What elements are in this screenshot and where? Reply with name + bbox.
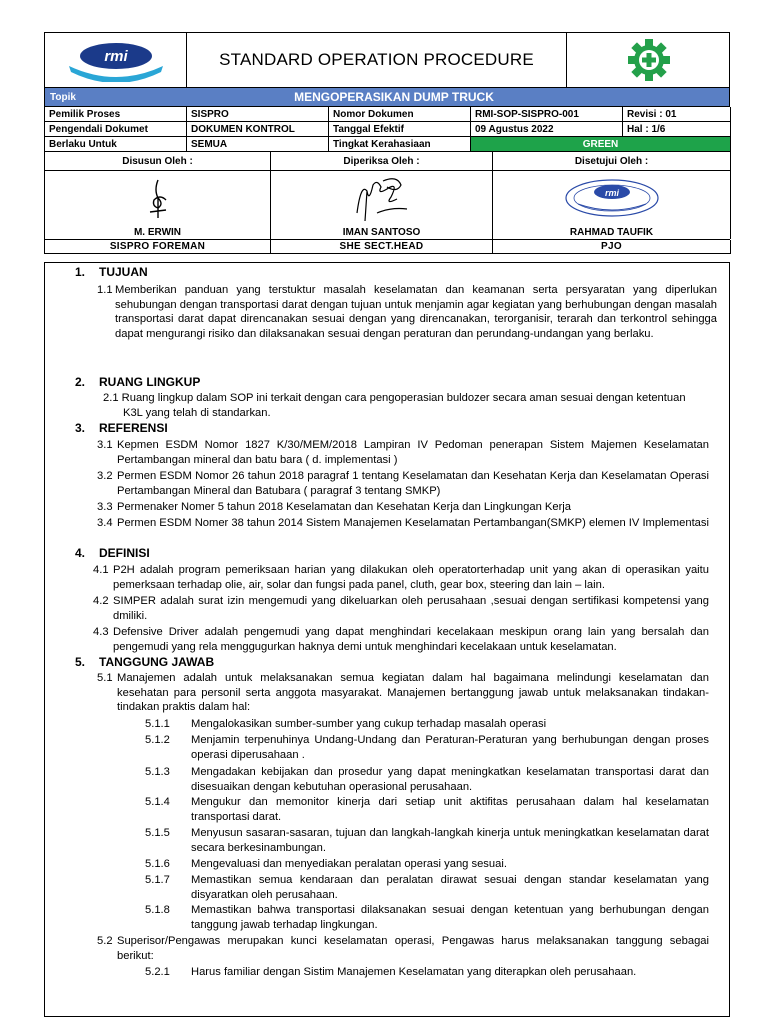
signature-icon xyxy=(347,173,417,223)
header-row xyxy=(44,32,730,88)
section-heading: 4. DEFINISI xyxy=(75,546,150,560)
document-body xyxy=(44,262,730,1017)
signer-name: IMAN SANTOSO xyxy=(271,225,493,239)
svg-text:rmi: rmi xyxy=(604,188,619,198)
paragraph: 1.1 Memberikan panduan yang terstuktur masalah keselamatan dan keamanan serta persyaratan yang diperlukan sehubungan dengan transportasi darat dengan tujuan untuk menjamin agar kegiatan yang berhubungan dengan masalah transportasi darat dapat direncanakan sesuai dengan yang direncanakan, terorganisir, terarah dan terkontrol sehingga dapat mengurangi risiko dan dilaksanakan sesuai dengan peraturan dan perundang-undangan yang berlaku. xyxy=(97,284,717,340)
paragraph: K3L yang telah di standarkan. xyxy=(123,407,271,419)
list-item: 4.1 P2H adalah program pemeriksaan harian yang dilakukan oleh operatorterhadap unit yang akan di operasikan yaitu pemerksaan terhadap olie, air, solar dan fungsi pada panel, cluth, gear box, steering dan lain – lain. xyxy=(93,564,709,591)
list-item: 5.1.4 Mengukur dan memonitor kinerja dari setiap unit aktifitas perusahaan dalam hal keselamatan transportasi darat. xyxy=(145,796,709,823)
info-cell: Tingkat Kerahasiaan xyxy=(329,137,471,152)
list-item: 4.2 SIMPER adalah surat izin mengemudi yang dikeluarkan oleh perusahaan ,sesuai dengan sertifikasi kompetensi yang dmiliki. xyxy=(93,595,709,622)
checked-by-label: Diperiksa Oleh : xyxy=(271,152,493,171)
list-item: 5.1.7 Memastikan semua kendaraan dan peralatan dirawat sesuai dengan standar keselamatan yang disyaratkan oleh perusahaan. xyxy=(145,874,709,901)
list-item: 5.1.8 Memastikan bahwa transportasi dilaksanakan sesuai dengan ketentuan yang berhubungan dengan tanggung jawab terhadap lingkungan. xyxy=(145,904,709,931)
paragraph: 2.1 Ruang lingkup dalam SOP ini terkait dengan cara pengoperasian buldozer secara aman sesuai dengan ketentuan xyxy=(103,392,686,404)
signature-boxes xyxy=(44,171,730,225)
signature-erwin xyxy=(45,171,271,225)
rmi-logo-icon xyxy=(61,38,171,82)
prepared-by-label: Disusun Oleh : xyxy=(45,152,271,171)
list-item: 3.1 Kepmen ESDM Nomor 1827 K/30/MEM/2018 Lampiran IV Pedoman penerapan Sistem Majemen Keselamatan Pertambangan mineral dan batu bara ( d. implementasi ) xyxy=(97,439,709,466)
signature-iman xyxy=(271,171,493,225)
topic-row xyxy=(44,88,730,107)
signer-role: SHE SECT.HEAD xyxy=(271,240,493,254)
signature-roles xyxy=(44,239,730,254)
page-title: STANDARD OPERATION PROCEDURE xyxy=(187,33,567,87)
info-cell: Nomor Dokumen xyxy=(329,107,471,122)
company-logo xyxy=(45,33,187,87)
info-cell: SEMUA xyxy=(187,137,329,152)
info-cell: Berlaku Untuk xyxy=(45,137,187,152)
topic-label: Topik xyxy=(50,91,76,103)
approval-stamp xyxy=(493,171,731,225)
info-cell: SISPRO xyxy=(187,107,329,122)
list-item: 5.1.6 Mengevaluasi dan menyediakan peralatan operasi yang sesuai. xyxy=(145,858,507,870)
signature-headers xyxy=(44,152,730,171)
info-cell: DOKUMEN KONTROL xyxy=(187,122,329,137)
topic-value: MENGOPERASIKAN DUMP TRUCK xyxy=(294,90,494,104)
signature-icon xyxy=(138,176,178,220)
svg-text:rmi: rmi xyxy=(103,48,128,65)
info-cell: 09 Agustus 2022 xyxy=(471,122,623,137)
section-heading: 2. RUANG LINGKUP xyxy=(75,375,201,389)
list-item: 5.1.2 Menjamin terpenuhinya Undang-Undang dan Peraturan-Peraturan yang berhubungan dengan proses operasi diperusahaan . xyxy=(145,734,709,761)
signer-name: M. ERWIN xyxy=(45,225,271,239)
section-heading: 5. TANGGUNG JAWAB xyxy=(75,655,215,669)
company-stamp-icon xyxy=(562,176,662,220)
info-cell: RMI-SOP-SISPRO-001 xyxy=(471,107,623,122)
list-item: 5.1.5 Menyusun sasaran-sasaran, tujuan dan langkah-langkah kinerja untuk meningkatkan keselamatan darat secara berkesinambungan. xyxy=(145,827,709,854)
list-item: 3.2 Permen ESDM Nomor 26 tahun 2018 paragraf 1 tentang Keselamatan dan Kesehatan Kerja dan Keselamatan Operasi Pertambangan Mineral dan Batubara ( paragraf 3 tentang SMKP) xyxy=(97,470,709,497)
signer-role: SISPRO FOREMAN xyxy=(45,240,271,254)
paragraph: 5.1 Manajemen adalah untuk melaksanakan semua kegiatan dalam hal bagaimana melindungi keselamatan dan kesehatan para personil serta anggota masyarakat. Manajemen bertanggung jawab untuk melaksanakan tindakan-tindakan praktis dalam hal: xyxy=(97,672,709,714)
document-header xyxy=(44,32,730,254)
confidentiality-badge: GREEN xyxy=(471,137,731,152)
list-item: 5.1.3 Mengadakan kebijakan dan prosedur yang dapat meningkatkan keselamatan transportasi darat dan disesuaikan dengan kebutuhan operasional perusahaan. xyxy=(145,766,709,793)
approved-by-label: Disetujui Oleh : xyxy=(493,152,731,171)
signer-name: RAHMAD TAUFIK xyxy=(493,225,731,239)
info-cell: Pemilik Proses xyxy=(45,107,187,122)
info-cell: Tanggal Efektif xyxy=(329,122,471,137)
list-item: 5.2.1 Harus familiar dengan Sistim Manajemen Keselamatan yang diterapkan oleh perusahaan. xyxy=(145,966,637,978)
gear-cross-icon xyxy=(621,37,677,83)
paragraph: 5.2 Superisor/Pengawas merupakan kunci keselamatan operasi, Pengawas harus melaksanakan tanggung sebagai berikut: xyxy=(97,935,709,962)
list-item: 4.3 Defensive Driver adalah pengemudi yang dapat menghindari kecelakaan meskipun orang lain yang bersalah dan pengemudi yang rela menggugurkan haknya demi untuk menghindari kecelakaan untuk keselamatan. xyxy=(93,626,709,653)
signature-names xyxy=(44,225,730,239)
list-item: 3.4 Permen ESDM Nomer 38 tahun 2014 Sistem Manajemen Keselamatan Pertambangan(SMKP) elemen IV Implementasi xyxy=(97,517,709,529)
info-cell: Pengendali Dokumet xyxy=(45,122,187,137)
safety-logo xyxy=(567,33,731,87)
section-heading: 1. TUJUAN xyxy=(75,265,148,279)
section-heading: 3. REFERENSI xyxy=(75,421,168,435)
list-item: 5.1.1 Mengalokasikan sumber-sumber yang cukup terhadap masalah operasi xyxy=(145,718,547,730)
info-cell: Hal : 1/6 xyxy=(623,122,731,137)
list-item: 3.3 Permenaker Nomer 5 tahun 2018 Keselamatan dan Kesehatan Kerja dan Lingkungan Kerja xyxy=(97,501,572,513)
info-cell: Revisi : 01 xyxy=(623,107,731,122)
info-table xyxy=(44,107,730,152)
signer-role: PJO xyxy=(493,240,731,254)
